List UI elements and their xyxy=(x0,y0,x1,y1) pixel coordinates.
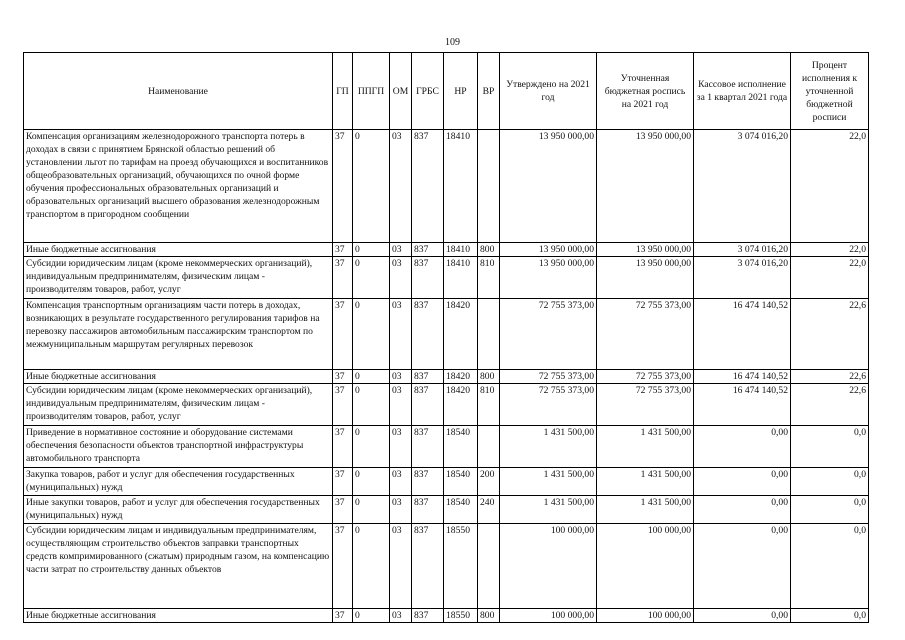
nr-cell: 18420 xyxy=(444,370,478,384)
gp-cell: 37 xyxy=(333,130,353,243)
header-gp: ГП xyxy=(333,53,353,130)
percent-cell: 22,6 xyxy=(791,299,869,370)
revised-cell: 1 431 500,00 xyxy=(597,468,694,496)
nr-cell: 18550 xyxy=(444,609,478,623)
header-vr: ВР xyxy=(478,53,500,130)
percent-cell: 0,0 xyxy=(791,468,869,496)
name-cell: Субсидии юридическим лицам и индивидуальным предпринимателям, осуществляющим строительство объектов заправки транспортных средств компримированного (сжатым) природным газом, на компенсацию части затрат по строительству данных объектов xyxy=(24,524,333,609)
table-row xyxy=(24,496,869,524)
cash-cell: 3 074 016,20 xyxy=(694,243,791,257)
nr-cell: 18550 xyxy=(444,524,478,609)
om-cell: 03 xyxy=(390,426,412,468)
approved-cell: 100 000,00 xyxy=(500,609,597,623)
name-cell: Субсидии юридическим лицам (кроме некоммерческих организаций), индивидуальным предпринимателям, физическим лицам - производителям товаров, работ, услуг xyxy=(24,384,333,426)
grbs-cell: 837 xyxy=(412,257,444,299)
table-row xyxy=(24,609,869,623)
grbs-cell: 837 xyxy=(412,299,444,370)
header-percent: Процент исполнения к уточненной бюджетной росписи xyxy=(791,53,869,130)
header-row xyxy=(24,53,869,130)
table-row xyxy=(24,426,869,468)
ppgp-cell: 0 xyxy=(353,496,390,524)
nr-cell: 18410 xyxy=(444,243,478,257)
percent-cell: 0,0 xyxy=(791,609,869,623)
gp-cell: 37 xyxy=(333,524,353,609)
grbs-cell: 837 xyxy=(412,384,444,426)
percent-cell: 22,0 xyxy=(791,243,869,257)
revised-cell: 72 755 373,00 xyxy=(597,370,694,384)
nr-cell: 18420 xyxy=(444,384,478,426)
cash-cell: 16 474 140,52 xyxy=(694,370,791,384)
approved-cell: 13 950 000,00 xyxy=(500,243,597,257)
approved-cell: 1 431 500,00 xyxy=(500,496,597,524)
budget-table xyxy=(23,52,869,623)
table-row xyxy=(24,299,869,370)
vr-cell xyxy=(478,130,500,243)
name-cell: Компенсация транспортным организациям части потерь в доходах, возникающих в результате государственного регулирования тарифов на перевозку пассажиров автомобильным пассажирским транспортом по межмуниципальным маршрутам регулярных перевозок xyxy=(24,299,333,370)
nr-cell: 18540 xyxy=(444,426,478,468)
approved-cell: 13 950 000,00 xyxy=(500,130,597,243)
ppgp-cell: 0 xyxy=(353,609,390,623)
revised-cell: 100 000,00 xyxy=(597,524,694,609)
table-row xyxy=(24,130,869,243)
cash-cell: 16 474 140,52 xyxy=(694,384,791,426)
vr-cell: 810 xyxy=(478,384,500,426)
om-cell: 03 xyxy=(390,243,412,257)
cash-cell: 0,00 xyxy=(694,524,791,609)
vr-cell: 810 xyxy=(478,257,500,299)
grbs-cell: 837 xyxy=(412,524,444,609)
nr-cell: 18410 xyxy=(444,257,478,299)
om-cell: 03 xyxy=(390,468,412,496)
grbs-cell: 837 xyxy=(412,243,444,257)
ppgp-cell: 0 xyxy=(353,257,390,299)
revised-cell: 100 000,00 xyxy=(597,609,694,623)
percent-cell: 0,0 xyxy=(791,426,869,468)
ppgp-cell: 0 xyxy=(353,524,390,609)
percent-cell: 22,0 xyxy=(791,130,869,243)
cash-cell: 3 074 016,20 xyxy=(694,257,791,299)
name-cell: Приведение в нормативное состояние и оборудование системами обеспечения безопасности объектов транспортной инфраструктуры автомобильного транспорта xyxy=(24,426,333,468)
revised-cell: 1 431 500,00 xyxy=(597,496,694,524)
percent-cell: 22,6 xyxy=(791,384,869,426)
percent-cell: 22,0 xyxy=(791,257,869,299)
grbs-cell: 837 xyxy=(412,609,444,623)
grbs-cell: 837 xyxy=(412,370,444,384)
ppgp-cell: 0 xyxy=(353,370,390,384)
grbs-cell: 837 xyxy=(412,468,444,496)
revised-cell: 72 755 373,00 xyxy=(597,299,694,370)
ppgp-cell: 0 xyxy=(353,130,390,243)
vr-cell: 200 xyxy=(478,468,500,496)
table-row xyxy=(24,257,869,299)
gp-cell: 37 xyxy=(333,370,353,384)
gp-cell: 37 xyxy=(333,426,353,468)
revised-cell: 13 950 000,00 xyxy=(597,130,694,243)
gp-cell: 37 xyxy=(333,257,353,299)
name-cell: Субсидии юридическим лицам (кроме некоммерческих организаций), индивидуальным предпринимателям, физическим лицам - производителям товаров, работ, услуг xyxy=(24,257,333,299)
table-body xyxy=(24,130,869,623)
vr-cell: 800 xyxy=(478,243,500,257)
percent-cell: 22,6 xyxy=(791,370,869,384)
ppgp-cell: 0 xyxy=(353,243,390,257)
approved-cell: 1 431 500,00 xyxy=(500,426,597,468)
header-cash: Кассовое исполнение за 1 квартал 2021 года xyxy=(694,53,791,130)
nr-cell: 18540 xyxy=(444,468,478,496)
gp-cell: 37 xyxy=(333,609,353,623)
percent-cell: 0,0 xyxy=(791,524,869,609)
header-name: Наименование xyxy=(24,53,333,130)
approved-cell: 1 431 500,00 xyxy=(500,468,597,496)
gp-cell: 37 xyxy=(333,468,353,496)
cash-cell: 0,00 xyxy=(694,609,791,623)
header-revised: Уточненная бюджетная роспись на 2021 год xyxy=(597,53,694,130)
gp-cell: 37 xyxy=(333,496,353,524)
name-cell: Иные бюджетные ассигнования xyxy=(24,609,333,623)
nr-cell: 18410 xyxy=(444,130,478,243)
revised-cell: 13 950 000,00 xyxy=(597,257,694,299)
cash-cell: 3 074 016,20 xyxy=(694,130,791,243)
vr-cell xyxy=(478,524,500,609)
ppgp-cell: 0 xyxy=(353,468,390,496)
approved-cell: 100 000,00 xyxy=(500,524,597,609)
name-cell: Иные бюджетные ассигнования xyxy=(24,370,333,384)
ppgp-cell: 0 xyxy=(353,299,390,370)
om-cell: 03 xyxy=(390,609,412,623)
gp-cell: 37 xyxy=(333,299,353,370)
vr-cell: 800 xyxy=(478,370,500,384)
grbs-cell: 837 xyxy=(412,496,444,524)
gp-cell: 37 xyxy=(333,384,353,426)
om-cell: 03 xyxy=(390,299,412,370)
header-ppgp: ППГП xyxy=(353,53,390,130)
om-cell: 03 xyxy=(390,370,412,384)
om-cell: 03 xyxy=(390,496,412,524)
vr-cell: 800 xyxy=(478,609,500,623)
grbs-cell: 837 xyxy=(412,130,444,243)
table-row xyxy=(24,243,869,257)
header-grbs: ГРБС xyxy=(412,53,444,130)
header-approved: Утверждено на 2021 год xyxy=(500,53,597,130)
table-row xyxy=(24,524,869,609)
header-nr: НР xyxy=(444,53,478,130)
percent-cell: 0,0 xyxy=(791,496,869,524)
approved-cell: 72 755 373,00 xyxy=(500,370,597,384)
vr-cell xyxy=(478,299,500,370)
approved-cell: 72 755 373,00 xyxy=(500,299,597,370)
table-row xyxy=(24,370,869,384)
revised-cell: 13 950 000,00 xyxy=(597,243,694,257)
cash-cell: 16 474 140,52 xyxy=(694,299,791,370)
name-cell: Закупка товаров, работ и услуг для обеспечения государственных (муниципальных) нужд xyxy=(24,468,333,496)
nr-cell: 18540 xyxy=(444,496,478,524)
nr-cell: 18420 xyxy=(444,299,478,370)
cash-cell: 0,00 xyxy=(694,426,791,468)
name-cell: Иные закупки товаров, работ и услуг для обеспечения государственных (муниципальных) нужд xyxy=(24,496,333,524)
table-row xyxy=(24,468,869,496)
vr-cell xyxy=(478,426,500,468)
table-row xyxy=(24,384,869,426)
header-om: ОМ xyxy=(390,53,412,130)
cash-cell: 0,00 xyxy=(694,468,791,496)
approved-cell: 13 950 000,00 xyxy=(500,257,597,299)
revised-cell: 1 431 500,00 xyxy=(597,426,694,468)
om-cell: 03 xyxy=(390,257,412,299)
ppgp-cell: 0 xyxy=(353,384,390,426)
om-cell: 03 xyxy=(390,524,412,609)
cash-cell: 0,00 xyxy=(694,496,791,524)
approved-cell: 72 755 373,00 xyxy=(500,384,597,426)
name-cell: Иные бюджетные ассигнования xyxy=(24,243,333,257)
om-cell: 03 xyxy=(390,384,412,426)
page-number: 109 xyxy=(445,37,460,48)
vr-cell: 240 xyxy=(478,496,500,524)
gp-cell: 37 xyxy=(333,243,353,257)
ppgp-cell: 0 xyxy=(353,426,390,468)
name-cell: Компенсация организациям железнодорожного транспорта потерь в доходах в связи с принятием Брянской областью решений об установлении льгот по тарифам на проезд обучающихся и воспитанников общеобразовательных организаций, обучающихся по очной форме обучения профессиональных образовательных организаций и образовательных организаций высшего образования железнодорожным транспортом в пригородном сообщении xyxy=(24,130,333,243)
om-cell: 03 xyxy=(390,130,412,243)
grbs-cell: 837 xyxy=(412,426,444,468)
revised-cell: 72 755 373,00 xyxy=(597,384,694,426)
